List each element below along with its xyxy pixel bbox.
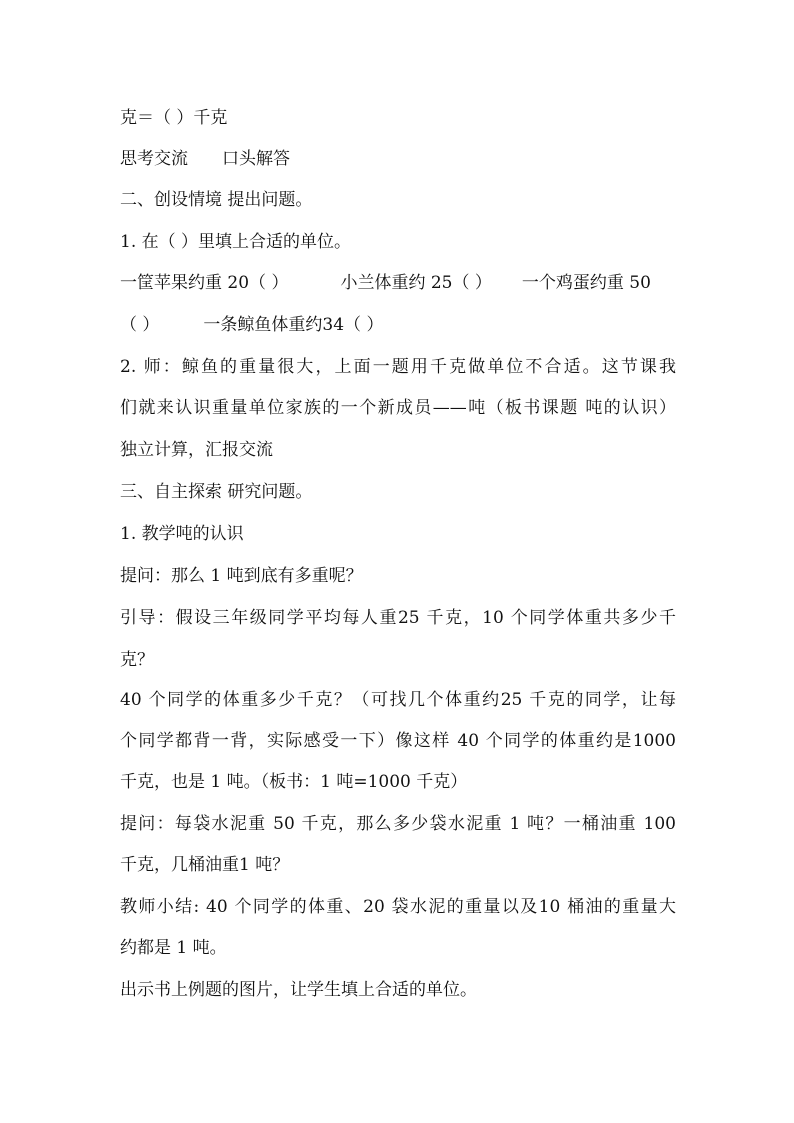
text-line bbox=[120, 440, 273, 460]
text-run: 一条鲸鱼体重约34（ ） bbox=[203, 315, 384, 335]
text-run: 一个鸡蛋约重 50 bbox=[521, 273, 651, 293]
text-line bbox=[120, 608, 676, 628]
text-run: 40 个同学的体重多少千克？（可找几个体重约25 千克的同学，让每 bbox=[120, 690, 676, 710]
text-line bbox=[120, 980, 477, 1000]
text-line bbox=[120, 232, 351, 252]
text-line bbox=[120, 690, 676, 710]
text-line bbox=[120, 814, 676, 834]
text-run: 千克，几桶油重1 吨？ bbox=[120, 855, 290, 875]
text-run: 口头解答 bbox=[222, 149, 290, 169]
text-line bbox=[120, 938, 227, 958]
text-line bbox=[120, 566, 363, 586]
text-run: 二、创设情境 提出问题。 bbox=[120, 190, 313, 210]
text-run: 1. 在（ ）里填上合适的单位。 bbox=[120, 232, 352, 252]
text-run: 一筐苹果约重 20（ ） bbox=[120, 273, 289, 293]
text-line bbox=[120, 897, 676, 917]
text-line bbox=[120, 731, 676, 751]
text-run: 1. 教学吨的认识 bbox=[120, 524, 244, 544]
text-line bbox=[120, 273, 651, 293]
text-run: 克＝（ ）千克 bbox=[120, 108, 228, 128]
text-run: 独立计算，汇报交流 bbox=[120, 440, 273, 460]
text-line bbox=[120, 650, 154, 670]
text-run: 思考交流 bbox=[120, 149, 188, 169]
text-line bbox=[120, 108, 227, 128]
text-run: 2. 师：鲸鱼的重量很大，上面一题用千克做单位不合适。这节课我 bbox=[120, 357, 676, 377]
text-line bbox=[120, 524, 244, 544]
text-run: 小兰体重约 25（ ） bbox=[340, 273, 492, 293]
text-line bbox=[120, 772, 467, 792]
text-run: 克？ bbox=[120, 650, 154, 670]
text-run: 们就来认识重量单位家族的一个新成员——吨（板书课题 吨的认识） bbox=[120, 398, 676, 418]
section-heading bbox=[120, 190, 312, 210]
text-run: （ ） bbox=[120, 315, 160, 335]
text-line bbox=[120, 357, 676, 377]
text-line bbox=[120, 855, 289, 875]
text-line bbox=[120, 149, 290, 169]
text-run: 个同学都背一背，实际感受一下）像这样 40 个同学的体重约是1000 bbox=[120, 731, 676, 751]
text-run: 提问：那么 1 吨到底有多重呢？ bbox=[120, 566, 363, 586]
text-run: 教师小结: 40 个同学的体重、20 袋水泥的重量以及10 桶油的重量大 bbox=[120, 897, 676, 917]
section-heading bbox=[120, 482, 312, 502]
text-line bbox=[120, 315, 383, 335]
text-run: 出示书上例题的图片，让学生填上合适的单位。 bbox=[120, 980, 477, 1000]
text-run: 三、自主探索 研究问题。 bbox=[120, 482, 313, 502]
text-run: 提问：每袋水泥重 50 千克，那么多少袋水泥重 1 吨？一桶油重 100 bbox=[120, 814, 676, 834]
text-run: 约都是 1 吨。 bbox=[120, 938, 227, 958]
text-run: 引导：假设三年级同学平均每人重25 千克，10 个同学体重共多少千 bbox=[120, 608, 676, 628]
text-run: 千克，也是 1 吨。（板书：1 吨=1000 千克） bbox=[120, 772, 468, 792]
text-line bbox=[120, 398, 676, 418]
